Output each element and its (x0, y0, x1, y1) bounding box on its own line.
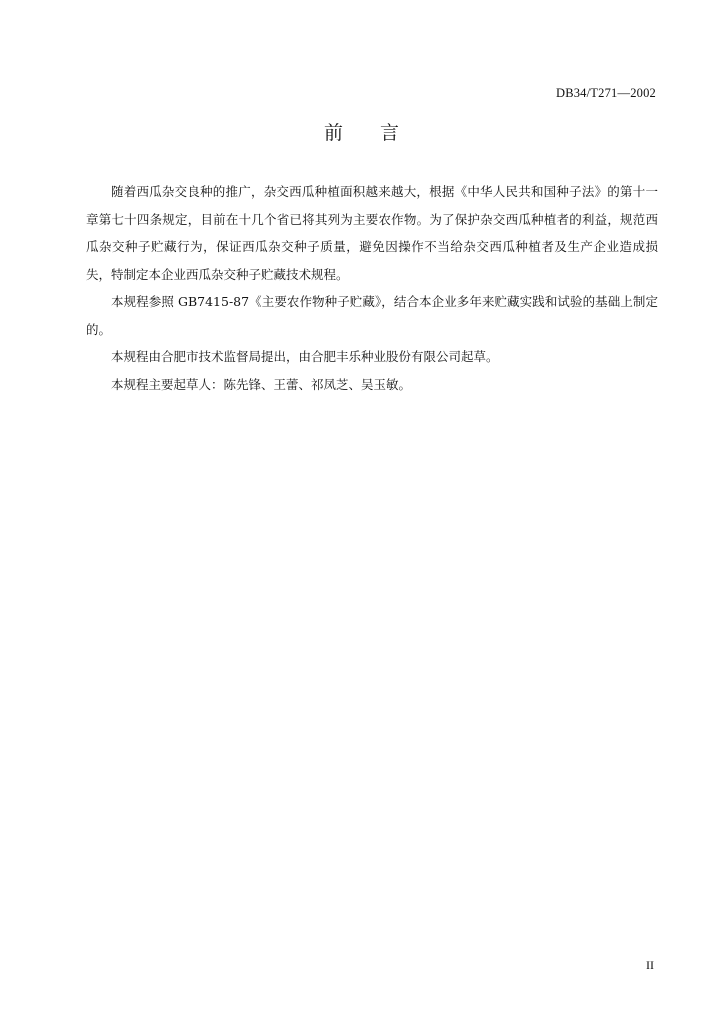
page-number: II (646, 958, 654, 972)
page-title-char-2: 言 (380, 122, 401, 144)
foreword-body (86, 178, 658, 398)
paragraph-reference: 本规程参照 GB7415-87《主要农作物种子贮藏》，结合本企业多年来贮藏实践和试验的基础上制定的。 (86, 294, 658, 337)
paragraph-proposer: 本规程由合肥市技术监督局提出，由合肥丰乐种业股份有限公司起草。 (111, 349, 499, 364)
paragraph-background: 随着西瓜杂交良种的推广，杂交西瓜种植面积越来越大，根据《中华人民共和国种子法》的第十一章第七十四条规定，目前在十几个省已将其列为主要农作物。为了保护杂交西瓜种植者的利益，规范西瓜杂交种子贮藏行为，保证西瓜杂交种子质量，避免因操作不当给杂交西瓜种植者及生产企业造成损失，特制定本企业西瓜杂交种子贮藏技术规程。 (86, 184, 658, 282)
page-title-char-1: 前 (323, 122, 344, 144)
page-title (0, 118, 724, 145)
document-code: DB34/T271—2002 (555, 86, 656, 100)
paragraph-drafters: 本规程主要起草人：陈先锋、王蕾、祁凤芝、吴玉敏。 (111, 376, 412, 392)
